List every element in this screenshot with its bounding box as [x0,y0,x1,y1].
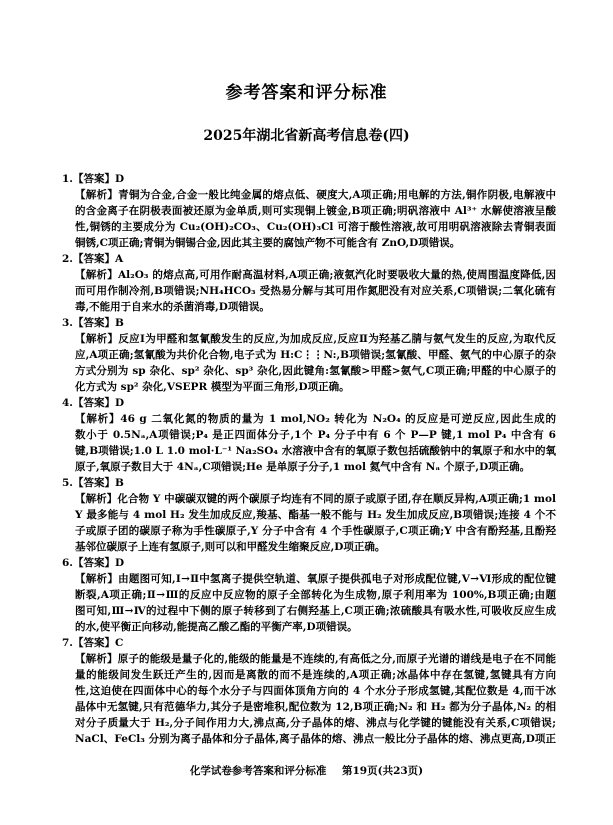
explanation-line: 子或原子团的碳原子称为手性碳原子,Y 分子中含有 4 个手性碳原子,C项正确;Y 中含有酚羟基,且酚羟 [75,525,556,537]
answer-heading: 2.【答案】A [62,253,124,265]
explanation-line: 【解析】化合物 Y 中碳碳双键的两个碳原子均连有不同的原子或原子团,存在顺反异构,A项正确;1 mol [75,493,556,505]
explanation-line: 性,铜锈的主要成分为 Cu₂(OH)₂CO₃、Cu₂(OH)₃Cl 可溶于酸性溶液,故可用明矾溶液除去青铜表面 [75,221,556,233]
explanation-line: 【解析】青铜为合金,合金一般比纯金属的熔点低、硬度大,A项正确;用电解的方法,铜作阴极,电解液中 [75,189,556,201]
explanation-line: 毒,不能用于自来水的杀菌消毒,D项错误。 [75,301,270,313]
explanation-line: 键,B项错误;1.0 L 1.0 mol·L⁻¹ Na₂SO₄ 水溶液中含有的氧原子数包括硫酸钠中的氧原子和水中的氧 [75,445,556,457]
explanation-line: 【解析】原子的能级是量子化的,能级的能量是不连续的,有高低之分,而原子光谱的谱线是电子在不同能 [75,653,556,665]
explanation-line: Y 最多能与 4 mol H₂ 发生加成反应,羧基、酯基一般不能与 H₂ 发生加成反应,B项错误;连接 4 个不 [75,509,556,521]
explanation-line: 基邻位碳原子上连有氢原子,则可以和甲醛发生缩聚反应,D项正确。 [75,541,386,553]
explanation-line: 方式分别为 sp 杂化、sp² 杂化、sp³ 杂化,因此键角:氢氰酸>甲醛>氨气,C项正确;甲醛的中心原子的 [75,365,556,377]
answer-item [62,555,556,635]
explanation-line: 【解析】由题图可知,Ⅰ→Ⅱ中氢离子提供空轨道、氧原子提供孤电子对形成配位键,Ⅴ→Ⅵ形成的配位键 [75,573,556,585]
explanation-line: 性,这迫使在四面体中心的每个水分子与四面体顶角方向的 4 个水分子形成氢键,其配位数是 4,而干冰 [75,685,556,697]
explanation-line: 数小于 0.5Nₐ,A项错误;P₄ 是正四面体分子,1个 P₄ 分子中有 6 个 P—P 键,1 mol P₄ 中含有 6 [75,429,556,441]
answer-item [62,171,556,251]
answer-item [62,475,556,555]
answer-item [62,635,556,747]
explanation-line: 【解析】反应Ⅰ为甲醛和氢氰酸发生的反应,为加成反应,反应Ⅱ为羟基乙腈与氨气发生的反应,为取代反 [75,333,556,345]
footer-doc-name: 化学试卷参考答案和评分标准 [189,765,327,777]
explanation-line: 对分子质量大于 H₂,分子间作用力大,沸点高,分子晶体的熔、沸点与化学键的键能没有关系,C项错误; [75,717,556,729]
answer-item [62,251,556,315]
explanation-line: 断裂,A项正确;Ⅱ→Ⅲ的反应中反应物的原子全部转化为生成物,原子利用率为 100%,B项正确;由题 [75,589,556,601]
explanation-line: 的水,使平衡正向移动,能提高乙酸乙酯的平衡产率,D项错误。 [75,621,358,633]
answer-heading: 7.【答案】C [62,637,124,649]
answer-heading: 3.【答案】B [62,317,124,329]
explanation-line: 量的能级间发生跃迁产生的,因而是离散的而不是连续的,A项正确;冰晶体中存在氢键,氢键具有方向 [75,669,556,681]
answer-heading: 4.【答案】D [62,397,125,409]
answer-heading: 5.【答案】B [62,477,124,489]
explanation-line: 的含金离子在阴极表面被还原为金单质,则可实现铜上镀金,B项正确;明矾溶液中 Al³⁺ 水解使溶液呈酸 [75,205,556,217]
explanation-line: 图可知,Ⅲ→Ⅳ的过程中下侧的原子转移到了右侧羟基上,C项正确;浓硫酸具有吸水性,可吸收反应生成 [75,605,556,617]
explanation-line: 原子,氧原子数目大于 4Nₐ,C项错误;He 是单原子分子,1 mol 氦气中含有 Nₐ 个原子,D项正确。 [75,461,531,473]
explanation-line: 【解析】46 g 二氧化氮的物质的量为 1 mol,NO₂ 转化为 N₂O₄ 的反应是可逆反应,因此生成的 [75,413,556,425]
explanation-line: 【解析】Al₂O₃ 的熔点高,可用作耐高温材料,A项正确;液氨汽化时要吸收大量的热,使周围温度降低,因 [75,269,556,281]
answer-item [62,395,556,475]
footer-page-number: 第19页(共23页) [341,765,424,777]
explanation-line: 晶体中无氢键,只有范德华力,其分子是密堆积,配位数为 12,B项正确;N₂ 和 H₂ 都为分子晶体,N₂ 的相 [75,701,556,713]
explanation-line: 化方式为 sp² 杂化,VSEPR 模型为平面三角形,D项正确。 [75,381,350,393]
page-footer [0,763,613,778]
page-title: 参考答案和评分标准 [225,83,388,103]
answer-item [62,315,556,395]
explanation-line: NaCl、FeCl₃ 分别为离子晶体和分子晶体,离子晶体的熔、沸点一般比分子晶体的熔、沸点更高,D项正 [75,733,556,745]
explanation-line: 而可用作制冷剂,B项错误;NH₄HCO₃ 受热易分解与其可用作氮肥没有对应关系,C项错误;二氧化硫有 [75,285,556,297]
explanation-line: 应,A项正确;氢氰酸为共价化合物,电子式为 H:C⋮⋮N:,B项错误;氢氰酸、甲醛、氨气的中心原子的杂 [75,349,556,361]
answer-heading: 6.【答案】D [62,557,125,569]
answer-list [62,171,556,747]
exam-subtitle: 2025年湖北省新高考信息卷(四) [203,128,410,144]
answer-heading: 1.【答案】D [62,173,125,185]
explanation-line: 铜锈,C项正确;青铜为铜锡合金,因此其主要的腐蚀产物不可能含有 ZnO,D项错误。 [75,237,461,249]
